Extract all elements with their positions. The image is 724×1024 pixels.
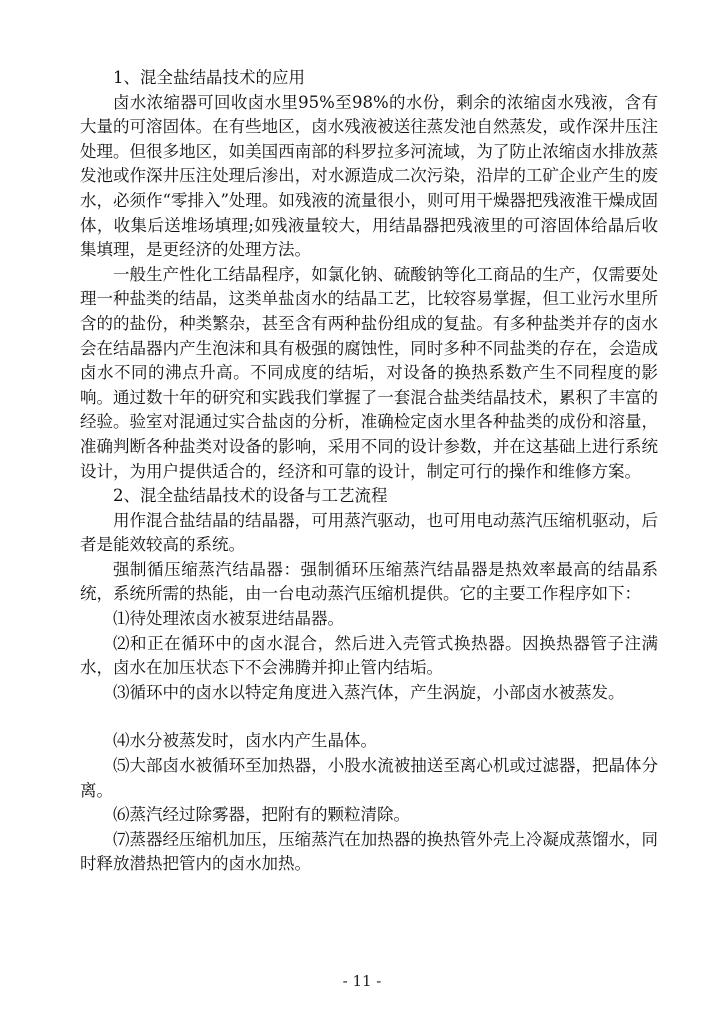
list-item: ⑺蒸器经压缩机加压，压缩蒸汽在加热器的换热管外壳上冷凝成蒸馏水，同时释放潜热把管内的卤水加热。 xyxy=(80,829,658,874)
page-number: - 11 - xyxy=(342,972,382,990)
section-heading-1: 1、混全盐结晶技术的应用 xyxy=(113,68,305,87)
list-item: ⑹蒸汽经过除雾器，把附有的颗粒清除。 xyxy=(113,805,410,825)
paragraph: 一般生产性化工结晶程序，如氯化钠、硫酸钠等化工商品的生产，仅需要处理一种盐类的结晶，这类单盐卤水的结晶工艺，比较容易掌握，但工业污水里所含的的盐份，种类繁杂，甚至含有两种盐份组成的复盐。有多种盐类并存的卤水会在结晶器内产生泡沫和具有极强的腐蚀性，同时多种不同盐类的存在，会造成卤水不同的沸点升高。不同成度的结垢，对设备的换热系数产生不同程度的影响。通过数十年的研究和实践我们掌握了一套混合盐类结晶技术，累积了丰富的经验。验室对混通过实合盐卤的分析，准确检定卤水里各种盐类的成份和溶量，准确判断各种盐类对设备的影响，采用不同的设计参数，并在这基础上进行系统设计，为用户提供适合的，经济和可靠的设计，制定可行的操作和维修方案。 xyxy=(80,264,658,481)
list-item: ⑵和正在循环中的卤水混合，然后进入壳管式换热器。因换热器管子注满水，卤水在加压状态下不会沸腾并抑止管内结垢。 xyxy=(80,633,658,678)
list-item: ⑴待处理浓卤水被泵进结晶器。 xyxy=(113,609,344,629)
list-item: ⑶循环中的卤水以特定角度进入蒸汽体，产生涡旋，小部卤水被蒸发。 xyxy=(113,682,625,702)
list-item: ⑷水分被蒸发时，卤水内产生晶体。 xyxy=(113,731,377,751)
list-item: ⑸大部卤水被循环至加热器，小股水流被抽送至离心机或过滤器，把晶体分离。 xyxy=(80,756,658,800)
paragraph: 强制循压缩蒸汽结晶器：强制循环压缩蒸汽结晶器是热效率最高的结晶系统，系统所需的热能，由一台电动蒸汽压缩机提供。它的主要工作程序如下： xyxy=(80,559,658,604)
document-body xyxy=(80,66,658,877)
paragraph: 用作混合盐结晶的结晶器，可用蒸汽驱动，也可用电动蒸汽压缩机驱动，后者是能效较高的系统。 xyxy=(80,510,658,555)
section-heading-2: 2、混全盐结晶技术的设备与工艺流程 xyxy=(113,486,388,506)
paragraph: 卤水浓缩器可回收卤水里95%至98%的水份，剩余的浓缩卤水残液，含有大量的可溶固体。在有些地区，卤水残液被送往蒸发池自然蒸发，或作深井压注处理。但很多地区，如美国西南部的科罗拉多河流域，为了防止浓缩卤水排放蒸发池或作深井压注处理后渗出，对水源造成二次污染，沿岸的工矿企业产生的废水，必须作“零排入”处理。如残液的流量很小，则可用干燥器把残液淮干燥成固体，收集后送堆场填理;如残液量较大，用结晶器把残液里的可溶固体给晶后收集填理，是更经济的处理方法。 xyxy=(80,92,658,260)
